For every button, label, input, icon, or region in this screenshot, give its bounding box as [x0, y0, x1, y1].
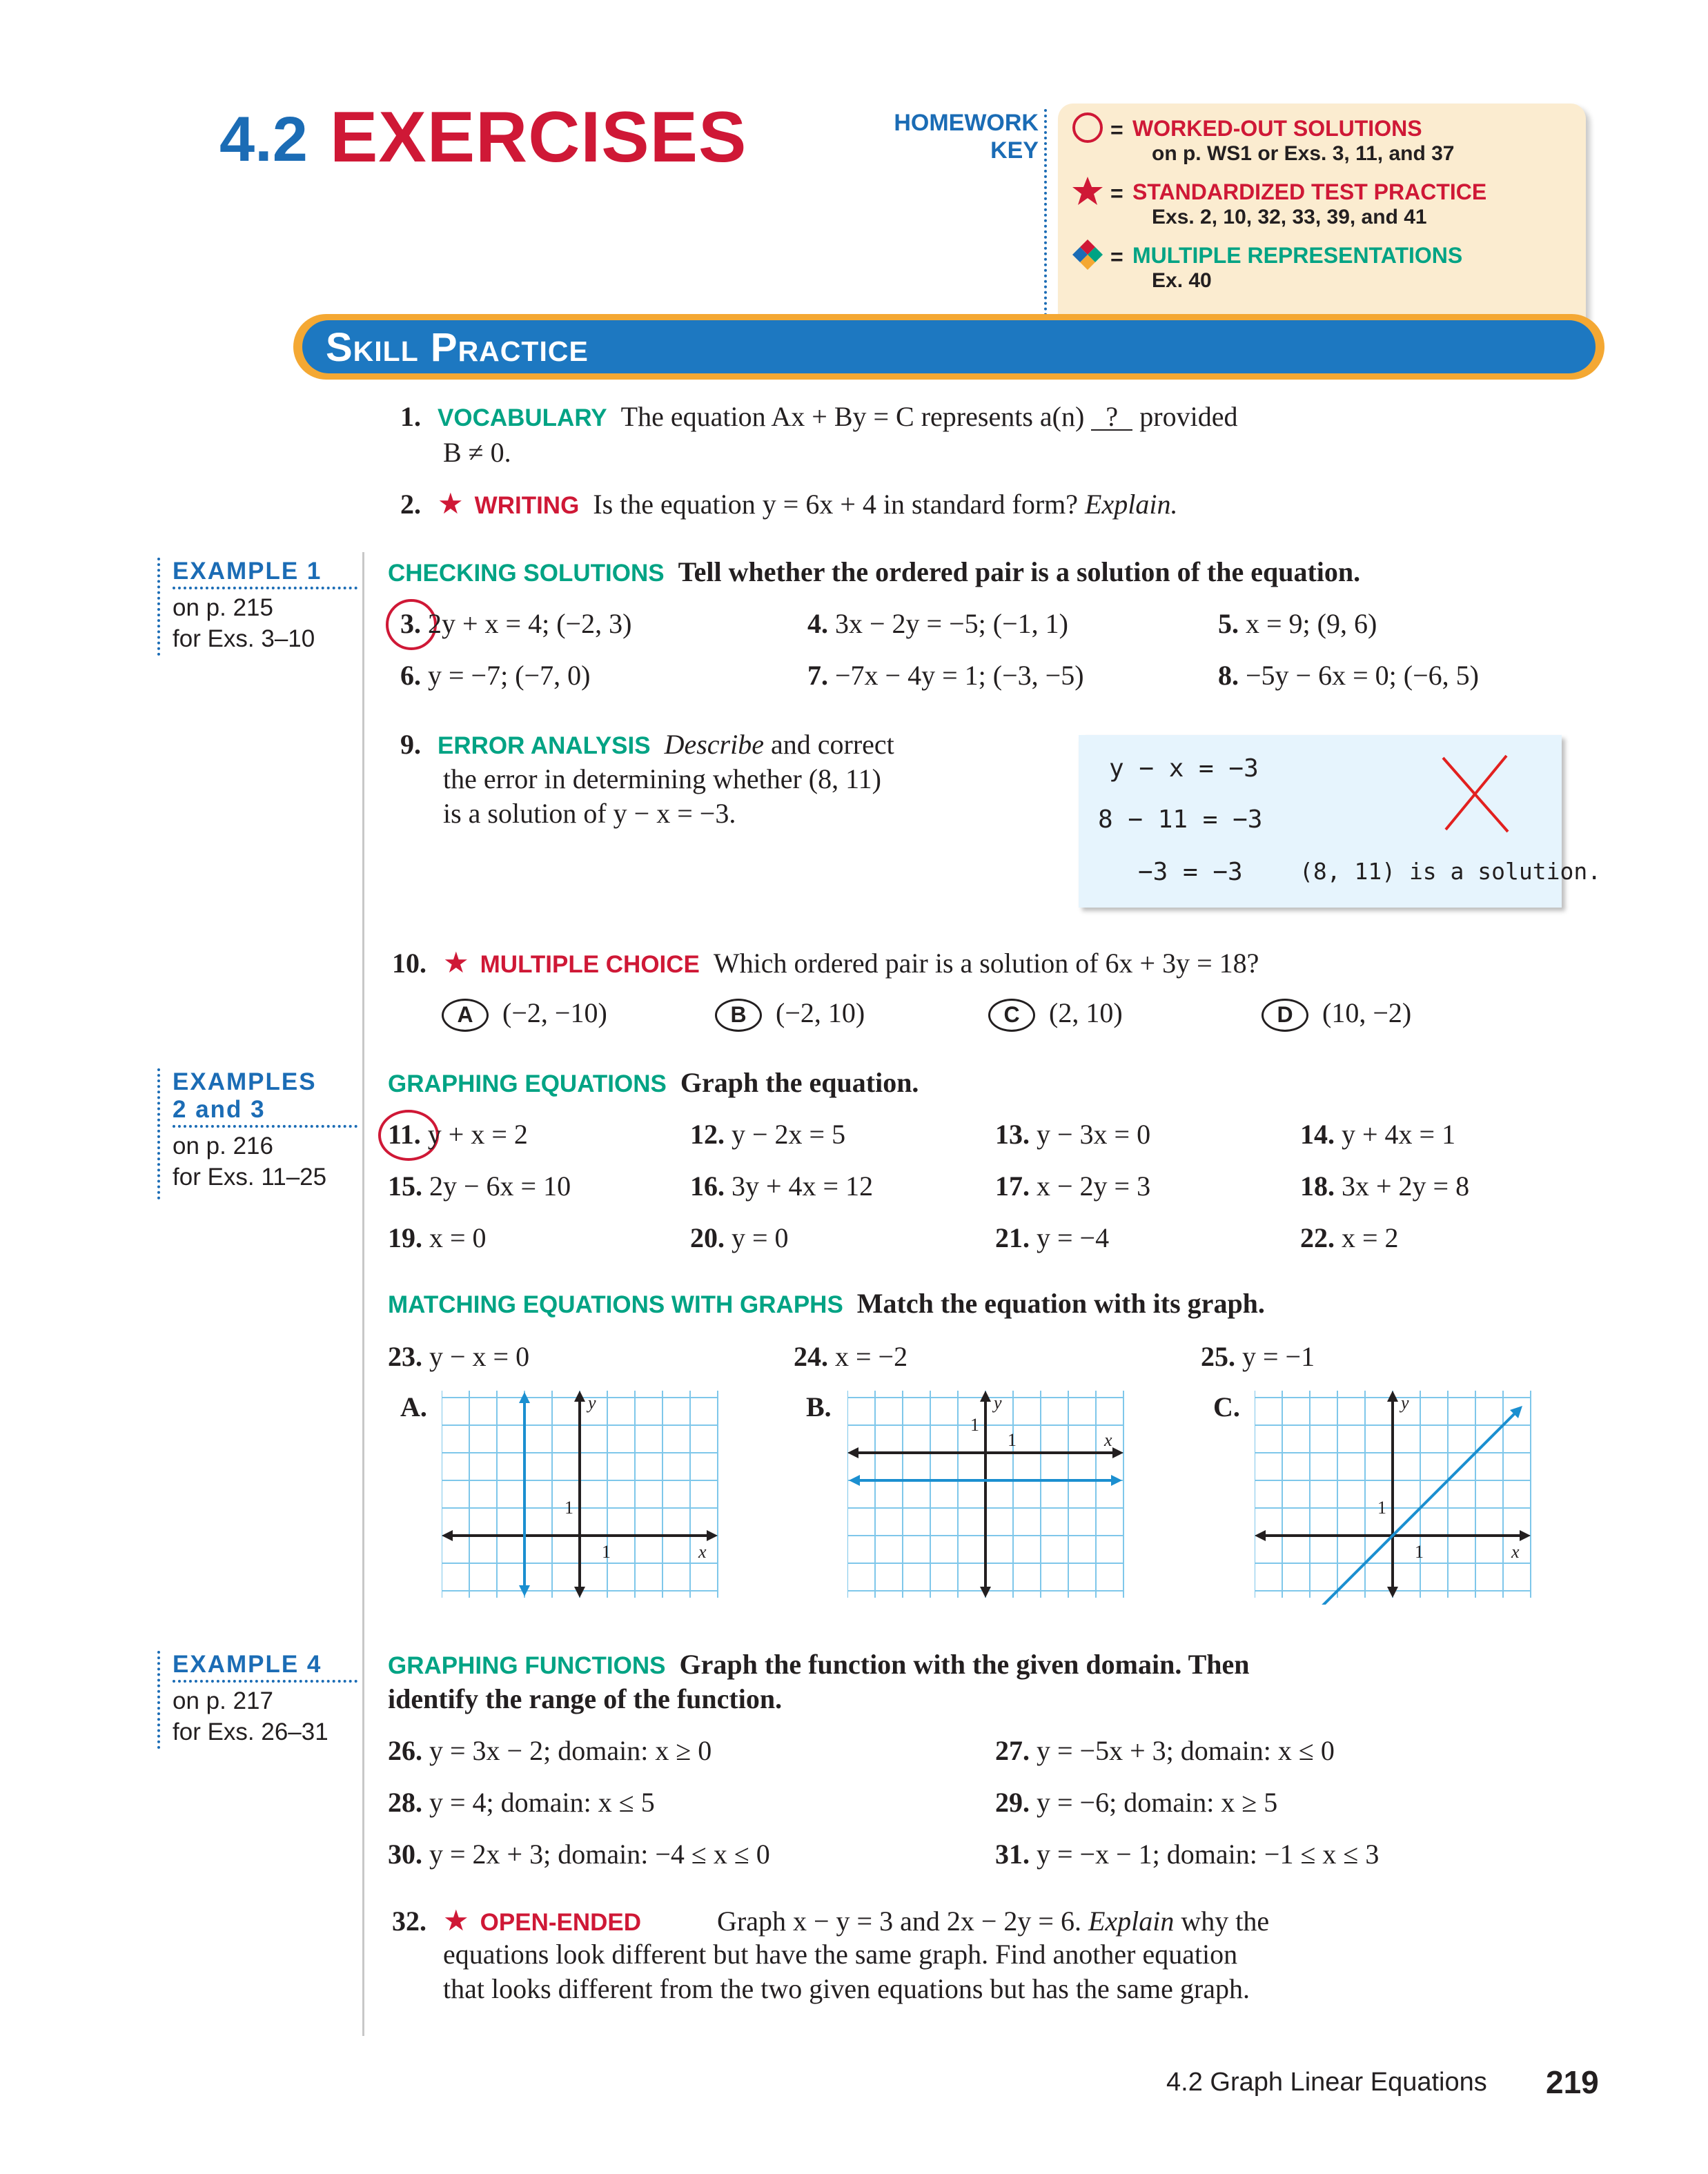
exercise-number: 21. — [995, 1222, 1030, 1253]
exercise-8 — [1218, 659, 1479, 692]
arrow-icon — [847, 1447, 858, 1458]
graph-a-label: A. — [400, 1391, 427, 1422]
section-label: CHECKING SOLUTIONS — [388, 560, 665, 587]
work-line-2: 8 − 11 = −3 — [1098, 805, 1263, 834]
arrow-icon — [574, 1587, 585, 1598]
key-label: KEY — [990, 137, 1039, 164]
arrow-icon — [849, 1475, 860, 1486]
section-label: GRAPHING FUNCTIONS — [388, 1652, 666, 1679]
x-tick-label: 1 — [1415, 1542, 1424, 1562]
exercise-number: 6. — [400, 660, 421, 691]
exercise-text: 2y − 6x = 10 — [429, 1171, 571, 1202]
sidebar-example-1 — [157, 558, 357, 656]
sidebar-title: EXAMPLES — [173, 1068, 317, 1095]
choice-a[interactable] — [442, 997, 607, 1032]
error-work-box — [1079, 735, 1602, 908]
arrow-icon — [1255, 1530, 1266, 1541]
exercise-number: 32. — [392, 1906, 426, 1937]
exercise-number: 14. — [1300, 1119, 1335, 1150]
sidebar-title: EXAMPLE 4 — [173, 1651, 322, 1678]
exercise-19 — [388, 1222, 487, 1254]
circle-icon — [1070, 110, 1105, 145]
exercise-number: 31. — [995, 1839, 1030, 1870]
exercise-number: 11. — [388, 1119, 421, 1150]
exercise-number: 30. — [388, 1839, 422, 1870]
x-axis-label: x — [1104, 1430, 1112, 1450]
arrow-icon — [980, 1587, 991, 1598]
exercise-32-line2: equations look different but have the same graph. Find another equation — [443, 1939, 1238, 1970]
sidebar-title: EXAMPLE 1 — [173, 558, 322, 585]
graph-a — [442, 1391, 725, 1605]
sidebar-dotted-bar — [157, 1068, 160, 1199]
star-icon: ★ — [438, 489, 464, 520]
exercise-text: y = −5x + 3; domain: x ≤ 0 — [1037, 1735, 1335, 1766]
exercise-29 — [995, 1786, 1277, 1819]
arrow-icon — [707, 1530, 718, 1541]
exercise-26 — [388, 1734, 711, 1767]
y-axis-label: y — [588, 1393, 596, 1413]
arrow-icon — [1387, 1587, 1398, 1598]
homework-label: HOMEWORK — [894, 110, 1039, 136]
key-equals: = — [1110, 244, 1123, 269]
exercise-text: x = 9; (9, 6) — [1246, 608, 1377, 639]
page-number: 219 — [1546, 2064, 1599, 2100]
exercise-text: x = −2 — [835, 1341, 908, 1372]
sidebar-line: on p. 217 — [173, 1687, 273, 1714]
exercise-number: 8. — [1218, 660, 1239, 691]
exercise-number: 17. — [995, 1171, 1030, 1202]
exercise-text: y = 3x − 2; domain: x ≥ 0 — [429, 1735, 712, 1766]
exercise-24 — [794, 1340, 907, 1373]
exercise-text: x = 2 — [1342, 1222, 1399, 1253]
instruction: Tell whether the ordered pair is a solution of the equation. — [678, 556, 1361, 587]
exercise-20 — [690, 1222, 789, 1254]
exercise-text: y − 2x = 5 — [732, 1119, 846, 1150]
exercise-text: y = −x − 1; domain: −1 ≤ x ≤ 3 — [1037, 1839, 1380, 1870]
key-sub: on p. WS1 or Exs. 3, 11, and 37 — [1152, 142, 1455, 165]
error-analysis-label: ERROR ANALYSIS — [438, 732, 651, 759]
exercise-number: 24. — [794, 1341, 828, 1372]
exercise-6 — [400, 659, 590, 692]
sidebar-line: on p. 215 — [173, 594, 273, 621]
exercise-32-line3: that looks different from the two given equations but has the same graph. — [443, 1973, 1250, 2004]
graph-b-label: B. — [806, 1391, 832, 1422]
graph-c-label: C. — [1213, 1391, 1240, 1422]
exercise-text: y = 4; domain: x ≤ 5 — [429, 1787, 655, 1818]
exercise-23 — [388, 1340, 529, 1373]
key-title: MULTIPLE REPRESENTATIONS — [1132, 243, 1463, 268]
graph-b — [847, 1391, 1130, 1605]
section-number: 4.2 — [219, 104, 308, 175]
open-ended-label: OPEN-ENDED — [480, 1909, 642, 1936]
arrow-icon — [574, 1391, 585, 1402]
explain-text: Explain. — [1085, 489, 1178, 520]
exercise-text: y + 4x = 1 — [1342, 1119, 1456, 1150]
choice-d[interactable] — [1262, 997, 1411, 1032]
exercise-number: 10. — [392, 948, 426, 979]
exercise-17 — [995, 1170, 1150, 1202]
explain-text: Explain — [1088, 1906, 1175, 1937]
exercise-number: 25. — [1201, 1341, 1235, 1372]
exercise-text: y = 0 — [732, 1222, 789, 1253]
sidebar-dotted-bar — [157, 558, 160, 656]
exercise-number: 7. — [807, 660, 828, 691]
exercise-1 — [400, 400, 1237, 433]
exercise-number: 22. — [1300, 1222, 1335, 1253]
key-divider — [1044, 109, 1047, 316]
arrow-icon — [1520, 1530, 1531, 1541]
exercise-27 — [995, 1734, 1335, 1767]
star-icon — [1070, 174, 1105, 208]
arrow-icon — [1112, 1447, 1123, 1458]
option-text: (10, −2) — [1322, 997, 1412, 1028]
exercise-text: Is the equation y = 6x + 4 in standard form? — [593, 489, 1079, 520]
matching-heading — [388, 1287, 1265, 1320]
exercise-1-line2: B ≠ 0. — [443, 437, 511, 468]
exercise-9 — [400, 728, 894, 761]
exercise-number: 3. — [400, 608, 421, 639]
work-line-3: −3 = −3 — [1138, 858, 1243, 886]
exercise-4 — [807, 607, 1068, 640]
exercise-text: −5y − 6x = 0; (−6, 5) — [1246, 660, 1479, 691]
multiple-choice-label: MULTIPLE CHOICE — [480, 951, 700, 978]
key-sub: Ex. 40 — [1152, 269, 1212, 292]
exercise-text: y = −6; domain: x ≥ 5 — [1037, 1787, 1278, 1818]
exercise-number: 13. — [995, 1119, 1030, 1150]
exercise-text: y = −1 — [1242, 1341, 1315, 1372]
writing-label: WRITING — [474, 492, 580, 519]
work-conclusion: (8, 11) is a solution. — [1299, 858, 1602, 885]
instruction: Match the equation with its graph. — [856, 1288, 1265, 1319]
exercise-text: 3x − 2y = −5; (−1, 1) — [835, 608, 1068, 639]
exercise-number: 20. — [690, 1222, 725, 1253]
graphing-equations-heading — [388, 1066, 919, 1099]
exercise-text: 2y + x = 4; (−2, 3) — [428, 608, 632, 639]
exercise-number: 12. — [690, 1119, 725, 1150]
exercise-22 — [1300, 1222, 1399, 1254]
banner-title: Skill Practice — [326, 325, 589, 370]
arrow-icon — [442, 1530, 453, 1541]
exercise-text: −7x − 4y = 1; (−3, −5) — [835, 660, 1084, 691]
exercise-32 — [392, 1903, 1269, 1938]
exercise-28 — [388, 1786, 655, 1819]
exercise-text: 3y + 4x = 12 — [732, 1171, 874, 1202]
instruction: Graph the function with the given domain. Then — [679, 1649, 1250, 1680]
exercise-number: 27. — [995, 1735, 1030, 1766]
exercise-number: 15. — [388, 1171, 422, 1202]
exercise-12 — [690, 1118, 845, 1150]
exercise-text: Which ordered pair is a solution of 6x + 3y = 18? — [713, 948, 1259, 979]
exercise-21 — [995, 1222, 1109, 1254]
error-x-icon — [1437, 752, 1513, 835]
option-letter: A — [442, 999, 489, 1032]
exercise-text: y + x = 2 — [427, 1119, 528, 1150]
sidebar-rule — [173, 1125, 357, 1128]
sidebar-line: for Exs. 3–10 — [173, 625, 315, 652]
x-axis-label: x — [698, 1542, 707, 1562]
x-tick-label: 1 — [1008, 1430, 1017, 1450]
exercise-text: The equation Ax + By = C represents a(n) — [620, 401, 1085, 432]
y-tick-label: 1 — [565, 1498, 573, 1518]
exercise-number: 2. — [400, 489, 421, 520]
section-label: MATCHING EQUATIONS WITH GRAPHS — [388, 1291, 843, 1318]
x-axis-label: x — [1511, 1542, 1520, 1562]
option-text: (−2, 10) — [776, 997, 865, 1028]
choice-b[interactable] — [715, 997, 865, 1032]
arrow-icon — [1111, 1475, 1122, 1486]
option-letter: D — [1262, 999, 1308, 1032]
exercise-text: why the — [1181, 1906, 1270, 1937]
exercise-7 — [807, 659, 1084, 692]
sidebar-line: on p. 216 — [173, 1133, 273, 1159]
footer-section-title: 4.2 Graph Linear Equations — [1166, 2068, 1487, 2097]
sidebar-rule — [173, 587, 357, 589]
exercise-number: 26. — [388, 1735, 422, 1766]
section-title: EXERCISES — [330, 97, 747, 177]
sidebar-title: 2 and 3 — [173, 1096, 266, 1123]
y-tick-label: 1 — [1377, 1498, 1386, 1518]
sidebar-examples-2-3 — [157, 1068, 357, 1199]
exercise-5 — [1218, 607, 1377, 640]
homework-key-box — [1058, 104, 1586, 324]
option-letter: B — [715, 999, 762, 1032]
graphing-functions-heading — [388, 1648, 1250, 1681]
sidebar-line: for Exs. 26–31 — [173, 1718, 328, 1745]
exercise-number: 4. — [807, 608, 828, 639]
vocabulary-label: VOCABULARY — [438, 404, 607, 431]
exercise-9-line3: is a solution of y − x = −3. — [443, 798, 736, 829]
y-axis-label: y — [994, 1393, 1002, 1413]
blank: ? — [1091, 404, 1132, 431]
arrow-icon — [1387, 1391, 1398, 1402]
exercise-11 — [388, 1118, 528, 1150]
exercise-14 — [1300, 1118, 1455, 1150]
sidebar-dotted-bar — [157, 1651, 160, 1749]
checking-solutions-heading — [388, 556, 1360, 588]
exercise-13 — [995, 1118, 1150, 1150]
exercise-18 — [1300, 1170, 1469, 1202]
y-tick-label: 1 — [970, 1415, 979, 1435]
exercise-text: y − x = 0 — [429, 1341, 530, 1372]
arrow-icon — [980, 1391, 991, 1402]
instruction: Graph the equation. — [680, 1067, 919, 1098]
exercise-3 — [400, 607, 631, 640]
describe-text: Describe — [664, 729, 764, 760]
exercise-text: 3x + 2y = 8 — [1342, 1171, 1470, 1202]
exercise-number: 16. — [690, 1171, 725, 1202]
exercise-text: and correct — [770, 729, 894, 760]
key-sub: Exs. 2, 10, 32, 33, 39, and 41 — [1152, 206, 1427, 228]
section-label: GRAPHING EQUATIONS — [388, 1070, 667, 1097]
exercise-25 — [1201, 1340, 1315, 1373]
exercise-number: 9. — [400, 729, 421, 760]
exercise-30 — [388, 1838, 770, 1870]
sidebar-rule — [173, 1680, 357, 1683]
exercise-15 — [388, 1170, 571, 1202]
y-axis-label: y — [1401, 1393, 1409, 1413]
exercise-text: y = −4 — [1037, 1222, 1110, 1253]
exercise-text: y − 3x = 0 — [1037, 1119, 1151, 1150]
exercise-16 — [690, 1170, 873, 1202]
option-text: (−2, −10) — [502, 997, 607, 1028]
exercise-number: 19. — [388, 1222, 422, 1253]
sidebar-line: for Exs. 11–25 — [173, 1164, 327, 1191]
exercise-text: Graph x − y = 3 and 2x − 2y = 6. — [717, 1906, 1081, 1937]
exercise-9-line2: the error in determining whether (8, 11) — [443, 763, 881, 794]
exercise-2 — [400, 487, 1177, 521]
exercise-number: 18. — [1300, 1171, 1335, 1202]
key-title: STANDARDIZED TEST PRACTICE — [1132, 179, 1487, 204]
choice-c[interactable] — [988, 997, 1123, 1032]
exercise-number: 28. — [388, 1787, 422, 1818]
exercise-31 — [995, 1838, 1379, 1870]
work-line-1: y − x = −3 — [1109, 754, 1259, 783]
exercise-number: 5. — [1218, 608, 1239, 639]
functions-instruction-line2: identify the range of the function. — [388, 1683, 783, 1714]
exercise-number: 23. — [388, 1341, 422, 1372]
star-icon: ★ — [443, 948, 469, 979]
key-title: WORKED-OUT SOLUTIONS — [1132, 116, 1422, 141]
exercise-text: provided — [1139, 401, 1238, 432]
star-icon: ★ — [443, 1906, 469, 1937]
exercise-10 — [392, 946, 1259, 980]
margin-rule — [362, 552, 364, 2036]
option-letter: C — [988, 999, 1035, 1032]
diamond-icon — [1070, 237, 1105, 272]
exercise-number: 29. — [995, 1787, 1030, 1818]
homework-key-label — [856, 109, 1039, 164]
exercise-text: y = −7; (−7, 0) — [428, 660, 591, 691]
sidebar-example-4 — [157, 1651, 357, 1749]
exercise-text: x = 0 — [429, 1222, 487, 1253]
graph-c — [1255, 1391, 1538, 1605]
key-equals: = — [1110, 181, 1123, 206]
x-tick-label: 1 — [602, 1542, 611, 1562]
exercise-text: x − 2y = 3 — [1037, 1171, 1151, 1202]
option-text: (2, 10) — [1049, 997, 1123, 1028]
key-equals: = — [1110, 117, 1123, 142]
exercise-number: 1. — [400, 401, 421, 432]
exercise-text: y = 2x + 3; domain: −4 ≤ x ≤ 0 — [429, 1839, 770, 1870]
